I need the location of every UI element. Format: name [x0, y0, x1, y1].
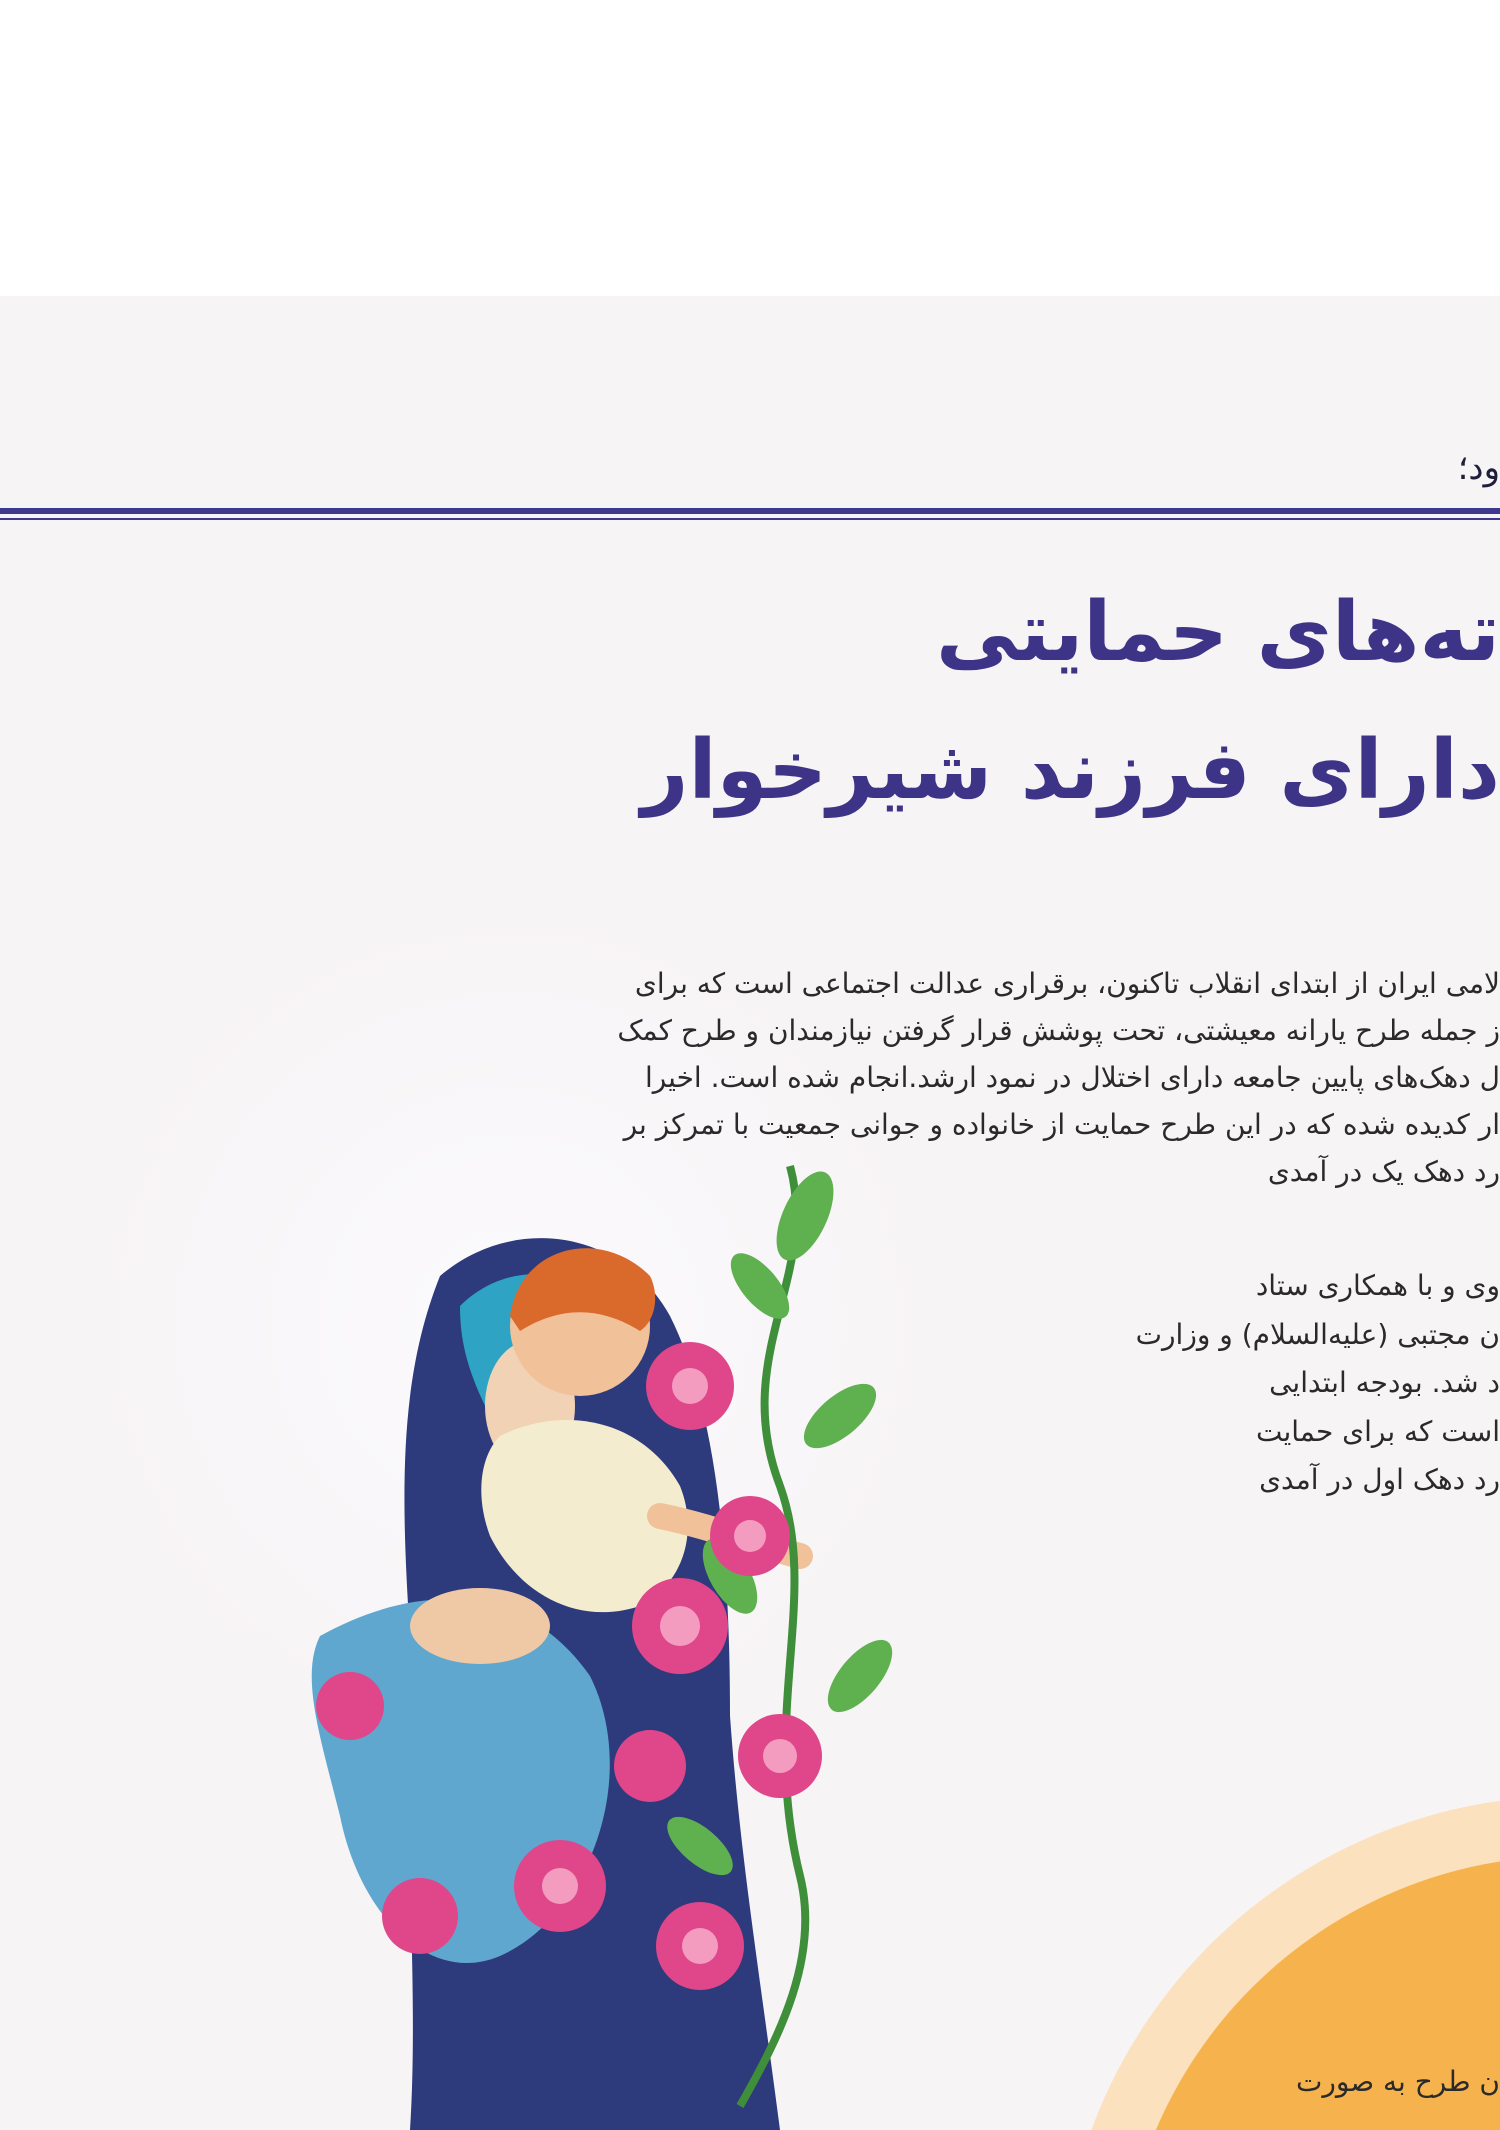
side-column	[1135, 1262, 1500, 1505]
intro-line: ل دهک‌های پایین جامعه دارای اختلال در نمود ارشد.انجام شده است. اخیرا	[644, 1061, 1500, 1094]
bottom-column	[1200, 2058, 1500, 2107]
side-line: است که برای حمایت	[1255, 1414, 1500, 1448]
headline-line-2: دارای فرزند شیرخوار	[641, 723, 1500, 818]
intro-line: ار کدیده شده که در این طرح حمایت از خانواده و جوانی جمعیت با تمرکز بر	[623, 1108, 1500, 1141]
headline	[200, 564, 1500, 840]
intro-line: لامی ایران از ابتدای انقلاب تاکنون، برقراری عدالت اجتماعی است که برای	[634, 967, 1500, 1000]
side-line: رد دهک اول در آمدی	[1259, 1463, 1500, 1496]
intro-line: رد دهک یک در آمدی	[1267, 1155, 1500, 1188]
magazine-page	[0, 296, 1500, 2130]
side-line: وی و با همکاری ستاد	[1255, 1269, 1500, 1302]
side-line: د شد. بودجه ابتدایی	[1269, 1366, 1500, 1399]
bottom-line: ن طرح به صورت	[1296, 2065, 1500, 2098]
header-rule-thin	[0, 518, 1500, 520]
kicker-text: ود؛	[1457, 448, 1500, 488]
headline-line-1: ته‌های حمایتی	[936, 585, 1500, 680]
side-line: ن مجتبی (علیه‌السلام) و وزارت	[1135, 1317, 1500, 1351]
mother-child-flowers-illustration	[260, 1156, 1140, 2130]
mother-hand-shape	[410, 1588, 550, 1664]
header-rule	[0, 508, 1500, 514]
intro-line: ز جمله طرح یارانه معیشتی، تحت پوشش قرار گرفتن نیازمندان و طرح کمک	[617, 1014, 1500, 1047]
